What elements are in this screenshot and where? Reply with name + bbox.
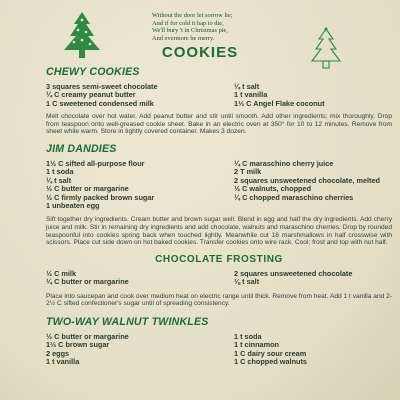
ingredient: ½ C firmly packed brown sugar: [46, 192, 155, 202]
ingredients: [46, 83, 392, 108]
ingredients: [46, 333, 392, 367]
ingredient: 2 squares unsweetened chocolate, melted: [234, 175, 380, 185]
recipe-jim-dandies: [46, 143, 392, 247]
ingredient: 2 T milk: [234, 167, 262, 177]
ingredient: 1 C sweetened condensed milk: [46, 98, 154, 108]
ingredient: ½ C butter or margarine: [46, 331, 129, 341]
ingredient: ½ C walnuts, chopped: [234, 184, 312, 194]
ingredient: ⅛ t salt: [234, 277, 260, 287]
poem-line: And if for cold it hap to die,: [152, 19, 224, 27]
page-title: COOKIES: [161, 44, 239, 61]
recipe-title: JIM DANDIES: [46, 143, 117, 155]
recipe-title: TWO-WAY WALNUT TWINKLES: [46, 315, 209, 328]
ingredient: 1½ C sifted all-purpose flour: [46, 159, 145, 168]
ingredient: 1 t soda: [234, 331, 262, 341]
ingredient: 2 squares unsweetened chocolate: [234, 268, 353, 278]
ingredient: 2 eggs: [46, 348, 70, 358]
ingredient: ¼ C chopped maraschino cherries: [234, 192, 354, 202]
ingredient: ¼ C maraschino cherry juice: [234, 159, 334, 168]
recipes: [46, 66, 392, 366]
recipe-title: CHOCOLATE FROSTING: [155, 253, 283, 265]
recipe-title: CHEWY COOKIES: [46, 66, 140, 78]
ingredients: [46, 270, 392, 287]
poem: [152, 12, 312, 42]
poem-line: We'll bury 't in Christmas pie,: [152, 27, 228, 35]
ingredient: ¼ C creamy peanut butter: [46, 90, 136, 100]
recipe-chewy-cookies: [46, 66, 392, 136]
directions: Melt chocolate over hot water. Add peanut butter and stir until smooth. Add other ingredients; mix thoroughly. Drop from teaspoon onto well-greased cookie sheet. Bake in an electric oven at 350° for 10 to 12 minutes. Remove from sheet while warm. Store in tightly covered container. Makes 3 dozen.: [46, 113, 392, 136]
ingredient: ½ C butter or margarine: [46, 184, 129, 194]
ingredient: 1⅓ C Angel Flake coconut: [234, 98, 325, 108]
ingredient: 1 t cinnamon: [234, 340, 280, 350]
ingredient: ¼ t salt: [46, 175, 72, 185]
ingredient: 3 squares semi-sweet chocolate: [46, 82, 158, 91]
ingredient: 1 t vanilla: [46, 357, 80, 367]
poem-line: Without the door let sorrow lie;: [152, 12, 233, 19]
ingredients: [46, 160, 392, 210]
ingredient: 1 C chopped walnuts: [234, 357, 307, 367]
ingredient: 1 C dairy sour cream: [234, 348, 307, 358]
ingredient: 1 unbeaten egg: [46, 201, 100, 211]
recipe-two-way-walnut-twinkles: [46, 316, 392, 367]
ingredient: ¼ C butter or margarine: [46, 277, 129, 287]
ingredient: 1 t vanilla: [234, 90, 268, 100]
ingredient: 1⅓ C brown sugar: [46, 340, 110, 350]
ingredient: 1 t soda: [46, 167, 74, 177]
ingredient: ¼ t salt: [234, 82, 260, 91]
recipe-chocolate-frosting: [46, 254, 392, 308]
ingredient: ½ C milk: [46, 268, 77, 278]
poem-line: And evermore be merry.: [152, 34, 215, 42]
directions: Sift together dry ingredients. Cream butter and brown sugar well. Blend in egg and half the dry ingredients. Add cherry juice and milk. Stir in remaining dry ingredients and add chocolate, walnuts and maraschino cherries. Drop by rounded teaspoonful into cookies spring back when touched lightly. Meanwhile cut 18 marshmallows in half crosswise with scissors. Place cut side down on hot baked cookies. Transfer cookies onto wire rack. Cool; frost and top with nut half.: [46, 216, 392, 247]
directions: Place into saucepan and cook over medium heat on electric range until thick. Remove from heat. Add 1 t vanilla and 2-2½ C sifted confectioner's sugar until of spreading consistency.: [46, 292, 392, 308]
